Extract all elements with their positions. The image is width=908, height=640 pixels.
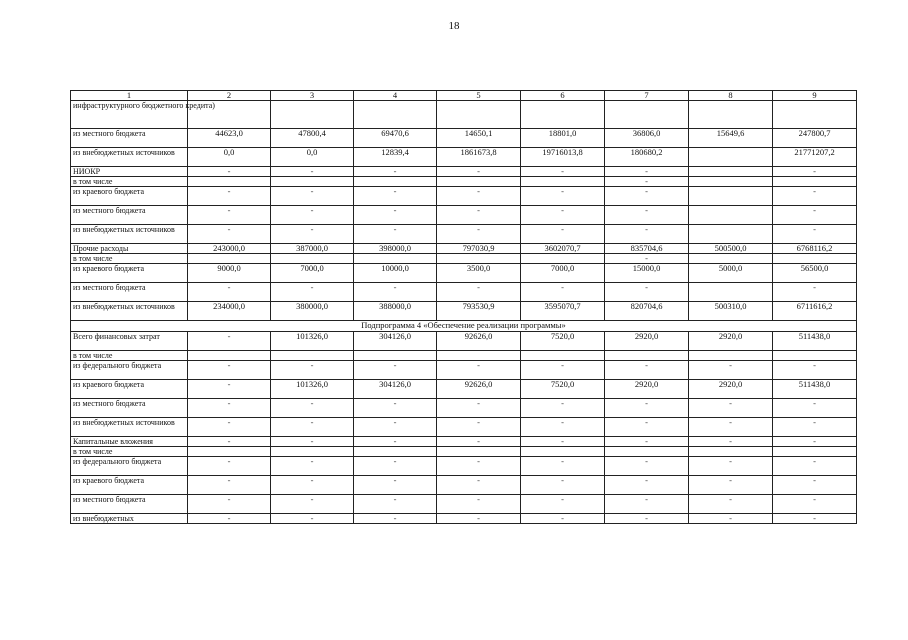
table-cell: 44623,0	[188, 129, 271, 148]
table-cell: -	[188, 332, 271, 351]
table-cell: -	[437, 206, 521, 225]
page-number: 18	[448, 20, 460, 32]
table-cell: 2920,0	[689, 332, 773, 351]
row-label: из внебюджетных источников	[71, 148, 188, 167]
table-cell: -	[271, 187, 354, 206]
table-cell	[689, 225, 773, 244]
table-cell: 47800,4	[271, 129, 354, 148]
table-cell	[521, 101, 605, 129]
table-row	[71, 225, 857, 244]
table-cell: 0,0	[188, 148, 271, 167]
table-cell: -	[689, 361, 773, 380]
table-cell: -	[271, 206, 354, 225]
table-cell: 101326,0	[271, 380, 354, 399]
table-cell: 243000,0	[188, 244, 271, 254]
table-cell	[689, 447, 773, 457]
table-cell: -	[605, 225, 689, 244]
table-cell: -	[271, 167, 354, 177]
column-header: 4	[354, 91, 437, 101]
table-row	[71, 514, 857, 524]
row-label: в том числе	[71, 177, 188, 187]
table-cell: -	[437, 514, 521, 524]
column-header: 3	[271, 91, 354, 101]
column-header: 7	[605, 91, 689, 101]
section-row	[71, 321, 857, 332]
table-row	[71, 495, 857, 514]
table-cell	[689, 177, 773, 187]
table-cell: -	[773, 361, 857, 380]
table-cell	[773, 351, 857, 361]
table-cell	[521, 177, 605, 187]
table-cell	[689, 206, 773, 225]
table-row	[71, 351, 857, 361]
table-cell: -	[689, 457, 773, 476]
table-cell	[188, 254, 271, 264]
table-cell	[271, 254, 354, 264]
row-label: из местного бюджета	[71, 399, 188, 418]
table-cell: -	[521, 187, 605, 206]
table-cell: 19716013,8	[521, 148, 605, 167]
table-cell	[773, 177, 857, 187]
row-label: в том числе	[71, 447, 188, 457]
row-label: из краевого бюджета	[71, 476, 188, 495]
table-cell	[437, 447, 521, 457]
table-row	[71, 447, 857, 457]
table-cell: -	[773, 167, 857, 177]
table-cell: 2920,0	[689, 380, 773, 399]
row-label: из федерального бюджета	[71, 361, 188, 380]
table-cell: -	[188, 225, 271, 244]
table-cell: -	[521, 457, 605, 476]
table-cell: 247800,7	[773, 129, 857, 148]
table-cell: -	[773, 476, 857, 495]
row-label: из краевого бюджета	[71, 264, 188, 283]
table-cell: 500500,0	[689, 244, 773, 254]
row-label: из краевого бюджета	[71, 187, 188, 206]
table-cell: -	[521, 514, 605, 524]
table-cell: -	[773, 399, 857, 418]
table-cell: -	[188, 380, 271, 399]
table-cell: -	[188, 206, 271, 225]
table-cell: -	[437, 187, 521, 206]
table-row	[71, 177, 857, 187]
table-cell: 7000,0	[521, 264, 605, 283]
table-row	[71, 254, 857, 264]
table-cell: -	[188, 437, 271, 447]
table-cell: -	[521, 361, 605, 380]
row-label: из местного бюджета	[71, 283, 188, 302]
table-cell	[437, 254, 521, 264]
table-cell: -	[437, 399, 521, 418]
table-cell	[773, 101, 857, 129]
table-cell: -	[521, 167, 605, 177]
table-cell: 180680,2	[605, 148, 689, 167]
table-cell: -	[605, 361, 689, 380]
table-cell: -	[605, 399, 689, 418]
column-header: 8	[689, 91, 773, 101]
table-row	[71, 129, 857, 148]
table-cell	[437, 351, 521, 361]
table-cell: -	[188, 476, 271, 495]
table-row	[71, 437, 857, 447]
table-row	[71, 206, 857, 225]
table-cell: -	[773, 225, 857, 244]
table-cell: -	[605, 254, 689, 264]
table-cell: 388000,0	[354, 302, 437, 321]
table-cell	[689, 101, 773, 129]
table-cell: -	[271, 283, 354, 302]
table-cell: -	[271, 361, 354, 380]
table-cell: 793530,9	[437, 302, 521, 321]
table-cell	[605, 101, 689, 129]
table-cell: 101326,0	[271, 332, 354, 351]
table-cell: -	[689, 495, 773, 514]
table-cell: -	[437, 418, 521, 437]
row-label: Капитальные вложения	[71, 437, 188, 447]
row-label: из внебюджетных	[71, 514, 188, 524]
table-cell: -	[354, 206, 437, 225]
column-header: 5	[437, 91, 521, 101]
table-row	[71, 476, 857, 495]
table-cell: 2920,0	[605, 380, 689, 399]
table-cell: -	[188, 457, 271, 476]
table-cell	[437, 177, 521, 187]
table-cell: -	[605, 177, 689, 187]
table-cell: -	[521, 476, 605, 495]
table-cell: 7520,0	[521, 380, 605, 399]
table-cell	[689, 148, 773, 167]
table-cell: 2920,0	[605, 332, 689, 351]
header-row	[71, 91, 857, 101]
table-cell	[354, 351, 437, 361]
table-cell: 511438,0	[773, 380, 857, 399]
table-cell: -	[605, 206, 689, 225]
row-label: из внебюджетных источников	[71, 302, 188, 321]
table-cell: 12839,4	[354, 148, 437, 167]
table-cell: -	[354, 167, 437, 177]
table-cell	[689, 283, 773, 302]
table-cell: -	[437, 437, 521, 447]
table-cell: 69470,6	[354, 129, 437, 148]
table-cell: -	[521, 437, 605, 447]
table-cell: -	[354, 495, 437, 514]
table-cell: -	[605, 167, 689, 177]
table-cell: -	[354, 225, 437, 244]
table-cell: -	[773, 206, 857, 225]
table-cell: -	[354, 418, 437, 437]
table-row	[71, 167, 857, 177]
table-cell	[773, 254, 857, 264]
table-cell	[188, 447, 271, 457]
table-cell: -	[605, 457, 689, 476]
table-cell: -	[188, 187, 271, 206]
table-cell: -	[188, 167, 271, 177]
row-label: из краевого бюджета	[71, 380, 188, 399]
table-cell: -	[354, 187, 437, 206]
table-row	[71, 187, 857, 206]
table-cell: -	[689, 514, 773, 524]
table-cell: -	[271, 418, 354, 437]
table-cell: -	[271, 495, 354, 514]
table-cell: 3595070,7	[521, 302, 605, 321]
table-cell	[689, 254, 773, 264]
table-row	[71, 264, 857, 283]
column-header: 9	[773, 91, 857, 101]
table-cell: -	[773, 495, 857, 514]
table-cell	[271, 447, 354, 457]
table-cell: 56500,0	[773, 264, 857, 283]
table-cell: -	[354, 476, 437, 495]
table-cell: -	[773, 457, 857, 476]
row-label: в том числе	[71, 254, 188, 264]
row-label: НИОКР	[71, 167, 188, 177]
table-cell: -	[437, 225, 521, 244]
table-cell: 500310,0	[689, 302, 773, 321]
table-cell: 3500,0	[437, 264, 521, 283]
table-cell: -	[188, 283, 271, 302]
table-cell: 304126,0	[354, 380, 437, 399]
table-row	[71, 244, 857, 254]
table-cell: 304126,0	[354, 332, 437, 351]
table-cell: -	[605, 418, 689, 437]
table-cell	[271, 101, 354, 129]
table-cell: -	[773, 283, 857, 302]
table-cell	[271, 351, 354, 361]
table-cell: -	[354, 514, 437, 524]
row-label: из внебюджетных источников	[71, 225, 188, 244]
table-cell: -	[521, 206, 605, 225]
row-label: Прочие расходы	[71, 244, 188, 254]
table-cell: -	[188, 418, 271, 437]
table-cell: -	[354, 361, 437, 380]
table-cell: 92626,0	[437, 380, 521, 399]
column-header: 6	[521, 91, 605, 101]
table-cell: -	[521, 225, 605, 244]
table-cell: -	[188, 514, 271, 524]
table-cell: -	[689, 399, 773, 418]
table-row	[71, 380, 857, 399]
table-cell	[773, 447, 857, 457]
table-cell: -	[773, 418, 857, 437]
row-label: из внебюджетных источников	[71, 418, 188, 437]
table-cell: 14650,1	[437, 129, 521, 148]
table-cell: -	[437, 476, 521, 495]
table-cell: -	[521, 283, 605, 302]
table-cell	[354, 447, 437, 457]
table-row	[71, 418, 857, 437]
table-row	[71, 148, 857, 167]
table-cell: -	[354, 283, 437, 302]
table-cell	[188, 177, 271, 187]
table-row	[71, 101, 857, 129]
table-cell	[689, 187, 773, 206]
table-cell: -	[689, 437, 773, 447]
table-cell: -	[521, 495, 605, 514]
table-row	[71, 302, 857, 321]
table-cell: 15649,6	[689, 129, 773, 148]
table-cell	[521, 351, 605, 361]
table-cell: -	[271, 514, 354, 524]
table-cell: 797030,9	[437, 244, 521, 254]
table-cell: 835704,6	[605, 244, 689, 254]
table-cell: -	[689, 476, 773, 495]
table-cell: -	[354, 457, 437, 476]
table-cell: 6711616,2	[773, 302, 857, 321]
table-cell: 6768116,2	[773, 244, 857, 254]
table-cell: -	[437, 283, 521, 302]
table-cell	[521, 254, 605, 264]
table-cell: -	[605, 495, 689, 514]
table-cell: -	[605, 283, 689, 302]
table-cell	[521, 447, 605, 457]
table-body	[71, 91, 857, 524]
table-cell	[354, 101, 437, 129]
table-cell: 7000,0	[271, 264, 354, 283]
table-cell: -	[605, 437, 689, 447]
table-row	[71, 361, 857, 380]
table-cell: -	[437, 457, 521, 476]
table-cell: 5000,0	[689, 264, 773, 283]
column-header: 2	[188, 91, 271, 101]
table-cell: -	[605, 476, 689, 495]
table-cell: 0,0	[271, 148, 354, 167]
table-cell: 3602070,7	[521, 244, 605, 254]
table-cell: -	[773, 514, 857, 524]
table-cell: -	[605, 514, 689, 524]
table-cell: -	[271, 457, 354, 476]
table-cell	[605, 351, 689, 361]
table-row	[71, 283, 857, 302]
table-cell: 511438,0	[773, 332, 857, 351]
row-label: из местного бюджета	[71, 495, 188, 514]
row-label: Всего финансовых затрат	[71, 332, 188, 351]
table-cell	[689, 167, 773, 177]
budget-table	[70, 90, 857, 524]
table-row	[71, 399, 857, 418]
table-cell	[188, 351, 271, 361]
table-cell: 92626,0	[437, 332, 521, 351]
table-cell: -	[689, 418, 773, 437]
row-label: из местного бюджета	[71, 206, 188, 225]
table-row	[71, 332, 857, 351]
table-cell	[354, 177, 437, 187]
table-cell: 398000,0	[354, 244, 437, 254]
table-cell: 7520,0	[521, 332, 605, 351]
table-cell: -	[437, 361, 521, 380]
table-cell: 15000,0	[605, 264, 689, 283]
table-cell: -	[437, 167, 521, 177]
row-label: инфраструктурного бюджетного кредита)	[71, 101, 188, 129]
section-title: Подпрограмма 4 «Обеспечение реализации программы»	[71, 321, 857, 332]
table-cell	[605, 447, 689, 457]
table-cell: -	[605, 187, 689, 206]
table-cell: -	[271, 225, 354, 244]
table-cell	[271, 177, 354, 187]
row-label: из местного бюджета	[71, 129, 188, 148]
table-cell: 380000,0	[271, 302, 354, 321]
row-label: из федерального бюджета	[71, 457, 188, 476]
table-cell: 10000,0	[354, 264, 437, 283]
table-cell	[354, 254, 437, 264]
table-cell: -	[188, 495, 271, 514]
table-cell	[689, 351, 773, 361]
table-cell: 18801,0	[521, 129, 605, 148]
table-cell: 234000,0	[188, 302, 271, 321]
table-cell: -	[437, 495, 521, 514]
table-cell: 36806,0	[605, 129, 689, 148]
table-cell: -	[271, 399, 354, 418]
table-cell: -	[188, 399, 271, 418]
table-cell: 820704,6	[605, 302, 689, 321]
table-cell	[437, 101, 521, 129]
table-cell: -	[271, 437, 354, 447]
table-cell: -	[354, 437, 437, 447]
table-cell: 9000,0	[188, 264, 271, 283]
row-label: в том числе	[71, 351, 188, 361]
column-header: 1	[71, 91, 188, 101]
table-row	[71, 457, 857, 476]
table-cell: 1861673,8	[437, 148, 521, 167]
table-cell: -	[521, 399, 605, 418]
table-cell: -	[773, 187, 857, 206]
table-cell: -	[188, 361, 271, 380]
table-cell: -	[521, 418, 605, 437]
table-cell: -	[271, 476, 354, 495]
table-cell: -	[773, 437, 857, 447]
table-cell: 387000,0	[271, 244, 354, 254]
table-cell: 21771207,2	[773, 148, 857, 167]
table-cell: -	[354, 399, 437, 418]
